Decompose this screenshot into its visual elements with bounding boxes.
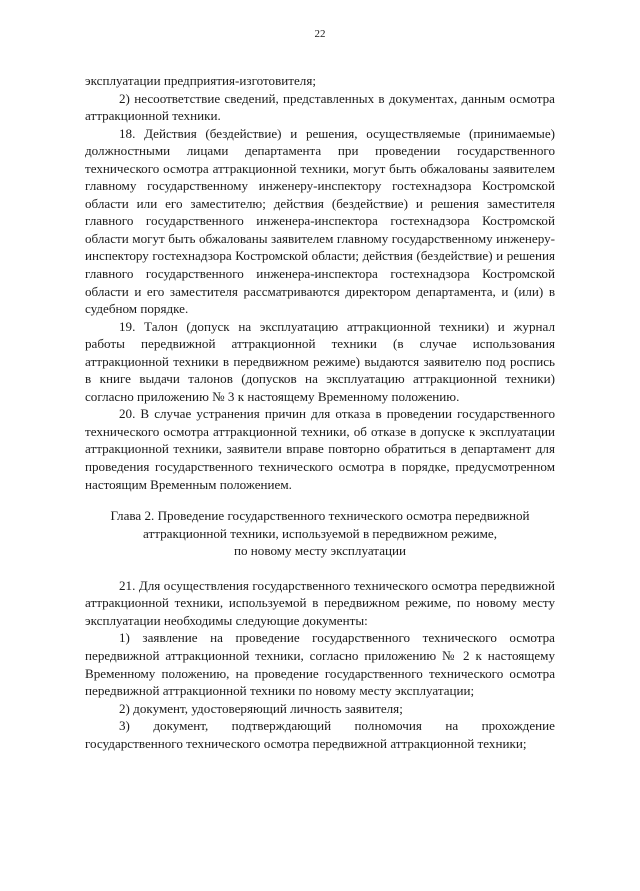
paragraph-continuation: эксплуатации предприятия-изготовителя; <box>85 73 317 88</box>
paragraph-item-2: 2) несоответствие сведений, представленных в документах, данным осмотра аттракционной техники. <box>85 90 555 124</box>
chapter-title-line-2: аттракционной техники, используемой в передвижном режиме, <box>143 525 497 541</box>
paragraph-19: 19. Талон (допуск на эксплуатацию аттракционной техники) и журнал работы передвижной аттракционной техники (в случае использования аттракционной техники в передвижном режиме) выдаются заявителю под роспись в книге выдачи талонов (допусков на эксплуатацию аттракционной техники) согласно приложению № 3 к настоящему Временному положению. <box>85 318 555 404</box>
chapter-title <box>85 507 555 560</box>
chapter-title-line-1: Глава 2. Проведение государственного технического осмотра передвижной <box>110 508 530 524</box>
paragraph-21-item-1: 1) заявление на проведение государственного технического осмотра передвижной аттракционной техники, согласно приложению № 2 к настоящему Временному положению, на проведение государственного технического осмотра передвижной аттракционной техники по новому месту эксплуатации; <box>85 630 555 699</box>
chapter-title-line-3: по новому месту эксплуатации <box>233 543 407 559</box>
document-body <box>85 72 555 752</box>
paragraph-18: 18. Действия (бездействие) и решения, осуществляемые (принимаемые) должностными лицами департамента при проведении государственного технического осмотра аттракционной техники, могут быть обжалованы заявителем главному государственному инженеру-инспектору гостехнадзора Костромской области или его заместителю; действия (бездействие) и решения заместителя главного государственного инженера-инспектора гостехнадзора Костромской области могут быть обжалованы заявителем главному государственному инженеру-инспектору гостехнадзора Костромской области; действия (бездействие) и решения главного государственного инженера-инспектора гостехнадзора Костромской области и его заместителя рассматриваются директором департамента, и (или) в судебном порядке. <box>85 125 555 317</box>
paragraph-21: 21. Для осуществления государственного технического осмотра передвижной аттракционной техники, используемой в передвижном режиме, по новому месту эксплуатации необходимы следующие документы: <box>85 577 555 628</box>
page-number: 22 <box>314 28 326 40</box>
paragraph-21-item-2: 2) документ, удостоверяющий личность заявителя; <box>119 700 403 716</box>
paragraph-21-item-3: 3) документ, подтверждающий полномочия на прохождение государственного технического осмотра передвижной аттракционной техники; <box>85 718 555 751</box>
paragraph-20: 20. В случае устранения причин для отказа в проведении государственного технического осмотра аттракционной техники, об отказе в допуске к эксплуатации аттракционной техники, заявители вправе повторно обратиться в департамент для проведения государственного технического осмотра в порядке, предусмотренном настоящим Временным положением. <box>85 406 555 492</box>
